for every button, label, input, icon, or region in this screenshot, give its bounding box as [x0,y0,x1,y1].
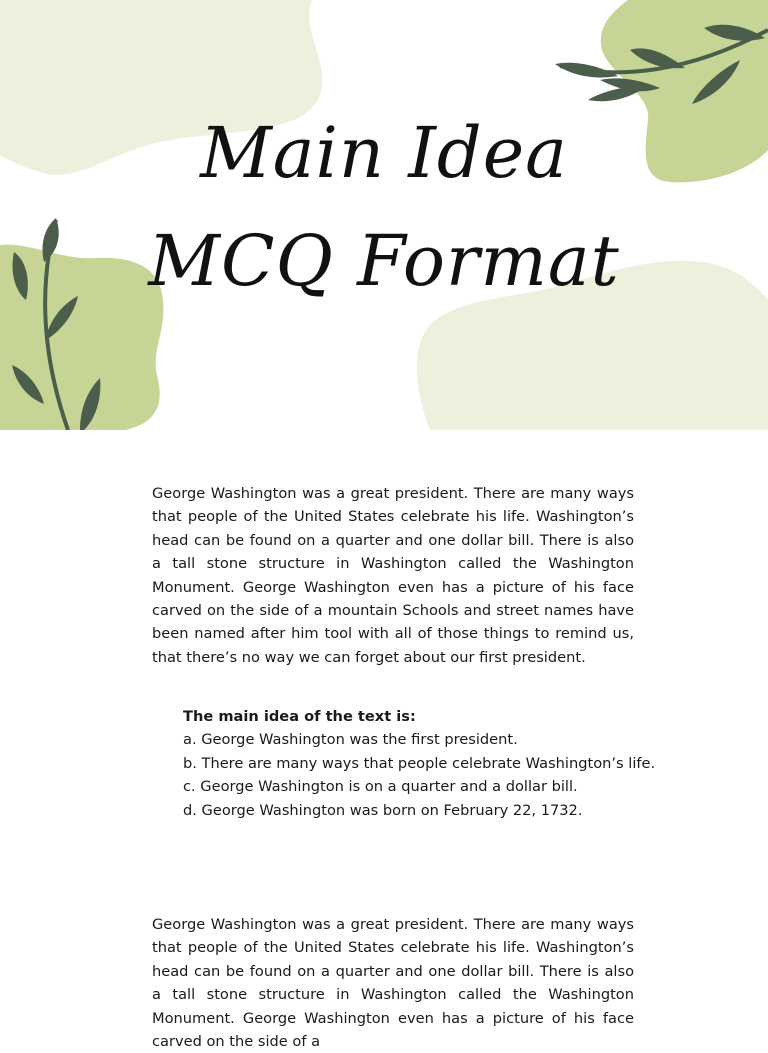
answer-option-b[interactable]: b. There are many ways that people celebrate Washington’s life. [183,754,656,772]
answer-option-c[interactable]: c. George Washington is on a quarter and a dollar bill. [183,778,578,796]
decorative-background [0,0,768,430]
title-main-idea: Main Idea [200,112,568,194]
passage-paragraph-2: George Washington was a great president. There are many ways that people of the United States celebrate his life. Washington’s head can be found on a quarter and one dollar bill. There is also a tall stone structure in Washington called the Washington Monument. George Washington even has a picture of his face carved on the side of a [152,916,634,1051]
question-prompt: The main idea of the text is: [183,708,416,725]
answer-option-a[interactable]: a. George Washington was the first president. [183,731,518,749]
header-banner [0,0,768,430]
passage-paragraph-1: George Washington was a great president. There are many ways that people of the United States celebrate his life. Washington’s head can be found on a quarter and one dollar bill. There is also a tall stone structure in Washington called the Washington Monument. George Washington even has a picture of his face carved on the side of a mountain Schools and street names have been named after him tool with all of those things to remind us, that there’s no way we can forget about our first president. [152,485,634,666]
title-mcq-format: MCQ Format [148,220,620,302]
answer-option-d[interactable]: d. George Washington was born on February 22, 1732. [183,801,583,819]
question-block [183,705,656,822]
